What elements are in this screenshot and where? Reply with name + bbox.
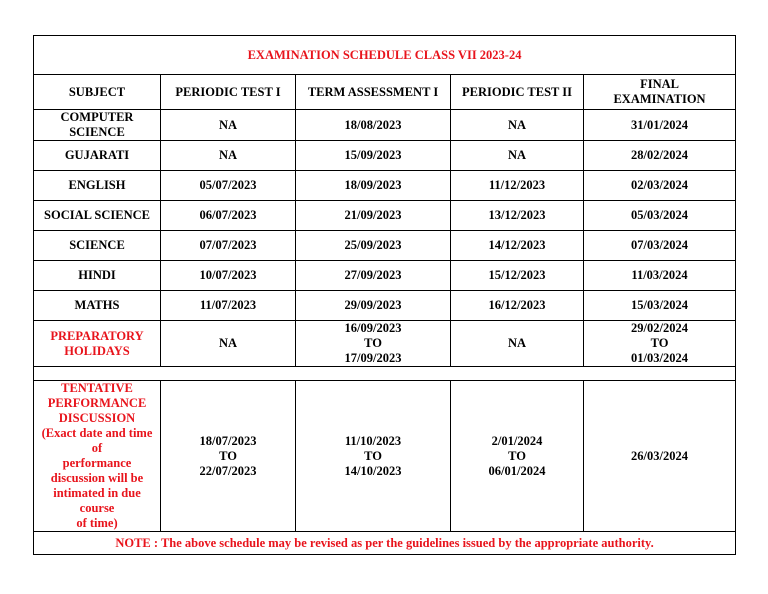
final-cell: 11/03/2024 — [584, 261, 736, 291]
table-row — [34, 171, 736, 201]
table-row — [34, 110, 736, 141]
date-to: 14/10/2023 — [344, 463, 402, 478]
date-from: 29/02/2024 — [631, 321, 688, 335]
preparatory-label — [34, 321, 161, 367]
note-row — [34, 532, 736, 555]
final-cell: 02/03/2024 — [584, 171, 736, 201]
tentative-discussion-row — [34, 381, 736, 532]
pt1-cell: NA — [161, 110, 296, 141]
pt1-cell — [161, 381, 296, 532]
subject-cell: HINDI — [34, 261, 161, 291]
preparatory-holidays-row — [34, 321, 736, 367]
date-to: 17/09/2023 — [344, 351, 402, 365]
date-from: 16/09/2023 — [344, 321, 402, 335]
header-final-line2: EXAMINATION — [613, 92, 706, 106]
pt1-cell: NA — [161, 321, 296, 367]
to-word: TO — [508, 448, 526, 463]
tentative-label — [34, 381, 161, 532]
header-periodic-test-2: PERIODIC TEST II — [451, 75, 584, 110]
subject-cell: SOCIAL SCIENCE — [34, 201, 161, 231]
ta1-cell: 27/09/2023 — [296, 261, 451, 291]
pt2-cell — [451, 381, 584, 532]
spacer-row — [34, 367, 736, 381]
date-from: 18/07/2023 — [199, 433, 257, 448]
header-row — [34, 75, 736, 110]
tentative-label-line: DISCUSSION — [58, 411, 136, 425]
header-final-line1: FINAL — [640, 77, 679, 91]
final-cell: 05/03/2024 — [584, 201, 736, 231]
table-row — [34, 231, 736, 261]
pt1-cell: 10/07/2023 — [161, 261, 296, 291]
ta1-cell: 18/09/2023 — [296, 171, 451, 201]
tentative-label-line: PERFORMANCE — [47, 396, 147, 410]
to-word: TO — [650, 336, 669, 350]
ta1-cell: 25/09/2023 — [296, 231, 451, 261]
date-from: 11/10/2023 — [344, 433, 402, 448]
final-cell: 26/03/2024 — [584, 381, 736, 532]
header-term-assessment-1: TERM ASSESSMENT I — [296, 75, 451, 110]
table-row — [34, 201, 736, 231]
pt1-cell: 07/07/2023 — [161, 231, 296, 261]
final-cell: 15/03/2024 — [584, 291, 736, 321]
table-row — [34, 291, 736, 321]
pt1-cell: 11/07/2023 — [161, 291, 296, 321]
table-row — [34, 141, 736, 171]
to-word: TO — [364, 448, 382, 463]
table-row — [34, 261, 736, 291]
preparatory-label-line2: HOLIDAYS — [64, 343, 130, 358]
to-word: TO — [219, 448, 237, 463]
pt2-cell: NA — [451, 321, 584, 367]
subject-line2: SCIENCE — [69, 125, 125, 139]
subject-cell: MATHS — [34, 291, 161, 321]
header-periodic-test-1: PERIODIC TEST I — [161, 75, 296, 110]
tentative-label-line: (Exact date and time of — [41, 426, 153, 455]
pt2-cell: 16/12/2023 — [451, 291, 584, 321]
subject-cell: SCIENCE — [34, 231, 161, 261]
to-word: TO — [364, 336, 382, 350]
subject-cell: GUJARATI — [34, 141, 161, 171]
date-to: 06/01/2024 — [488, 463, 546, 478]
ta1-cell: 29/09/2023 — [296, 291, 451, 321]
ta1-cell — [296, 381, 451, 532]
tentative-label-line: of time) — [76, 516, 118, 530]
ta1-cell — [296, 321, 451, 367]
spacer-cell — [34, 367, 736, 381]
pt2-cell: NA — [451, 141, 584, 171]
final-cell: 31/01/2024 — [584, 110, 736, 141]
ta1-cell: 18/08/2023 — [296, 110, 451, 141]
tentative-label-line: performance — [62, 456, 132, 470]
pt2-cell: 14/12/2023 — [451, 231, 584, 261]
pt2-cell: NA — [451, 110, 584, 141]
date-to: 01/03/2024 — [631, 351, 688, 365]
pt2-cell: 15/12/2023 — [451, 261, 584, 291]
date-to: 22/07/2023 — [199, 463, 257, 478]
header-subject: SUBJECT — [34, 75, 161, 110]
final-cell — [584, 321, 736, 367]
tentative-label-line: intimated in due course — [53, 486, 141, 515]
pt2-cell: 13/12/2023 — [451, 201, 584, 231]
pt1-cell: 05/07/2023 — [161, 171, 296, 201]
header-final-examination — [584, 75, 736, 110]
exam-schedule-table — [33, 35, 736, 555]
pt1-cell: NA — [161, 141, 296, 171]
final-cell: 07/03/2024 — [584, 231, 736, 261]
pt2-cell: 11/12/2023 — [451, 171, 584, 201]
page-title: EXAMINATION SCHEDULE CLASS VII 2023-24 — [34, 36, 736, 75]
subject-cell: ENGLISH — [34, 171, 161, 201]
ta1-cell: 21/09/2023 — [296, 201, 451, 231]
subject-line1: COMPUTER — [60, 110, 134, 124]
subject-cell — [34, 110, 161, 141]
pt1-cell: 06/07/2023 — [161, 201, 296, 231]
date-from: 2/01/2024 — [491, 433, 543, 448]
ta1-cell: 15/09/2023 — [296, 141, 451, 171]
tentative-label-line: discussion will be — [50, 471, 144, 485]
preparatory-label-line1: PREPARATORY — [50, 328, 144, 343]
note-text: NOTE : The above schedule may be revised as per the guidelines issued by the appropriate authority. — [34, 532, 736, 555]
tentative-label-line: TENTATIVE — [61, 381, 133, 395]
final-cell: 28/02/2024 — [584, 141, 736, 171]
